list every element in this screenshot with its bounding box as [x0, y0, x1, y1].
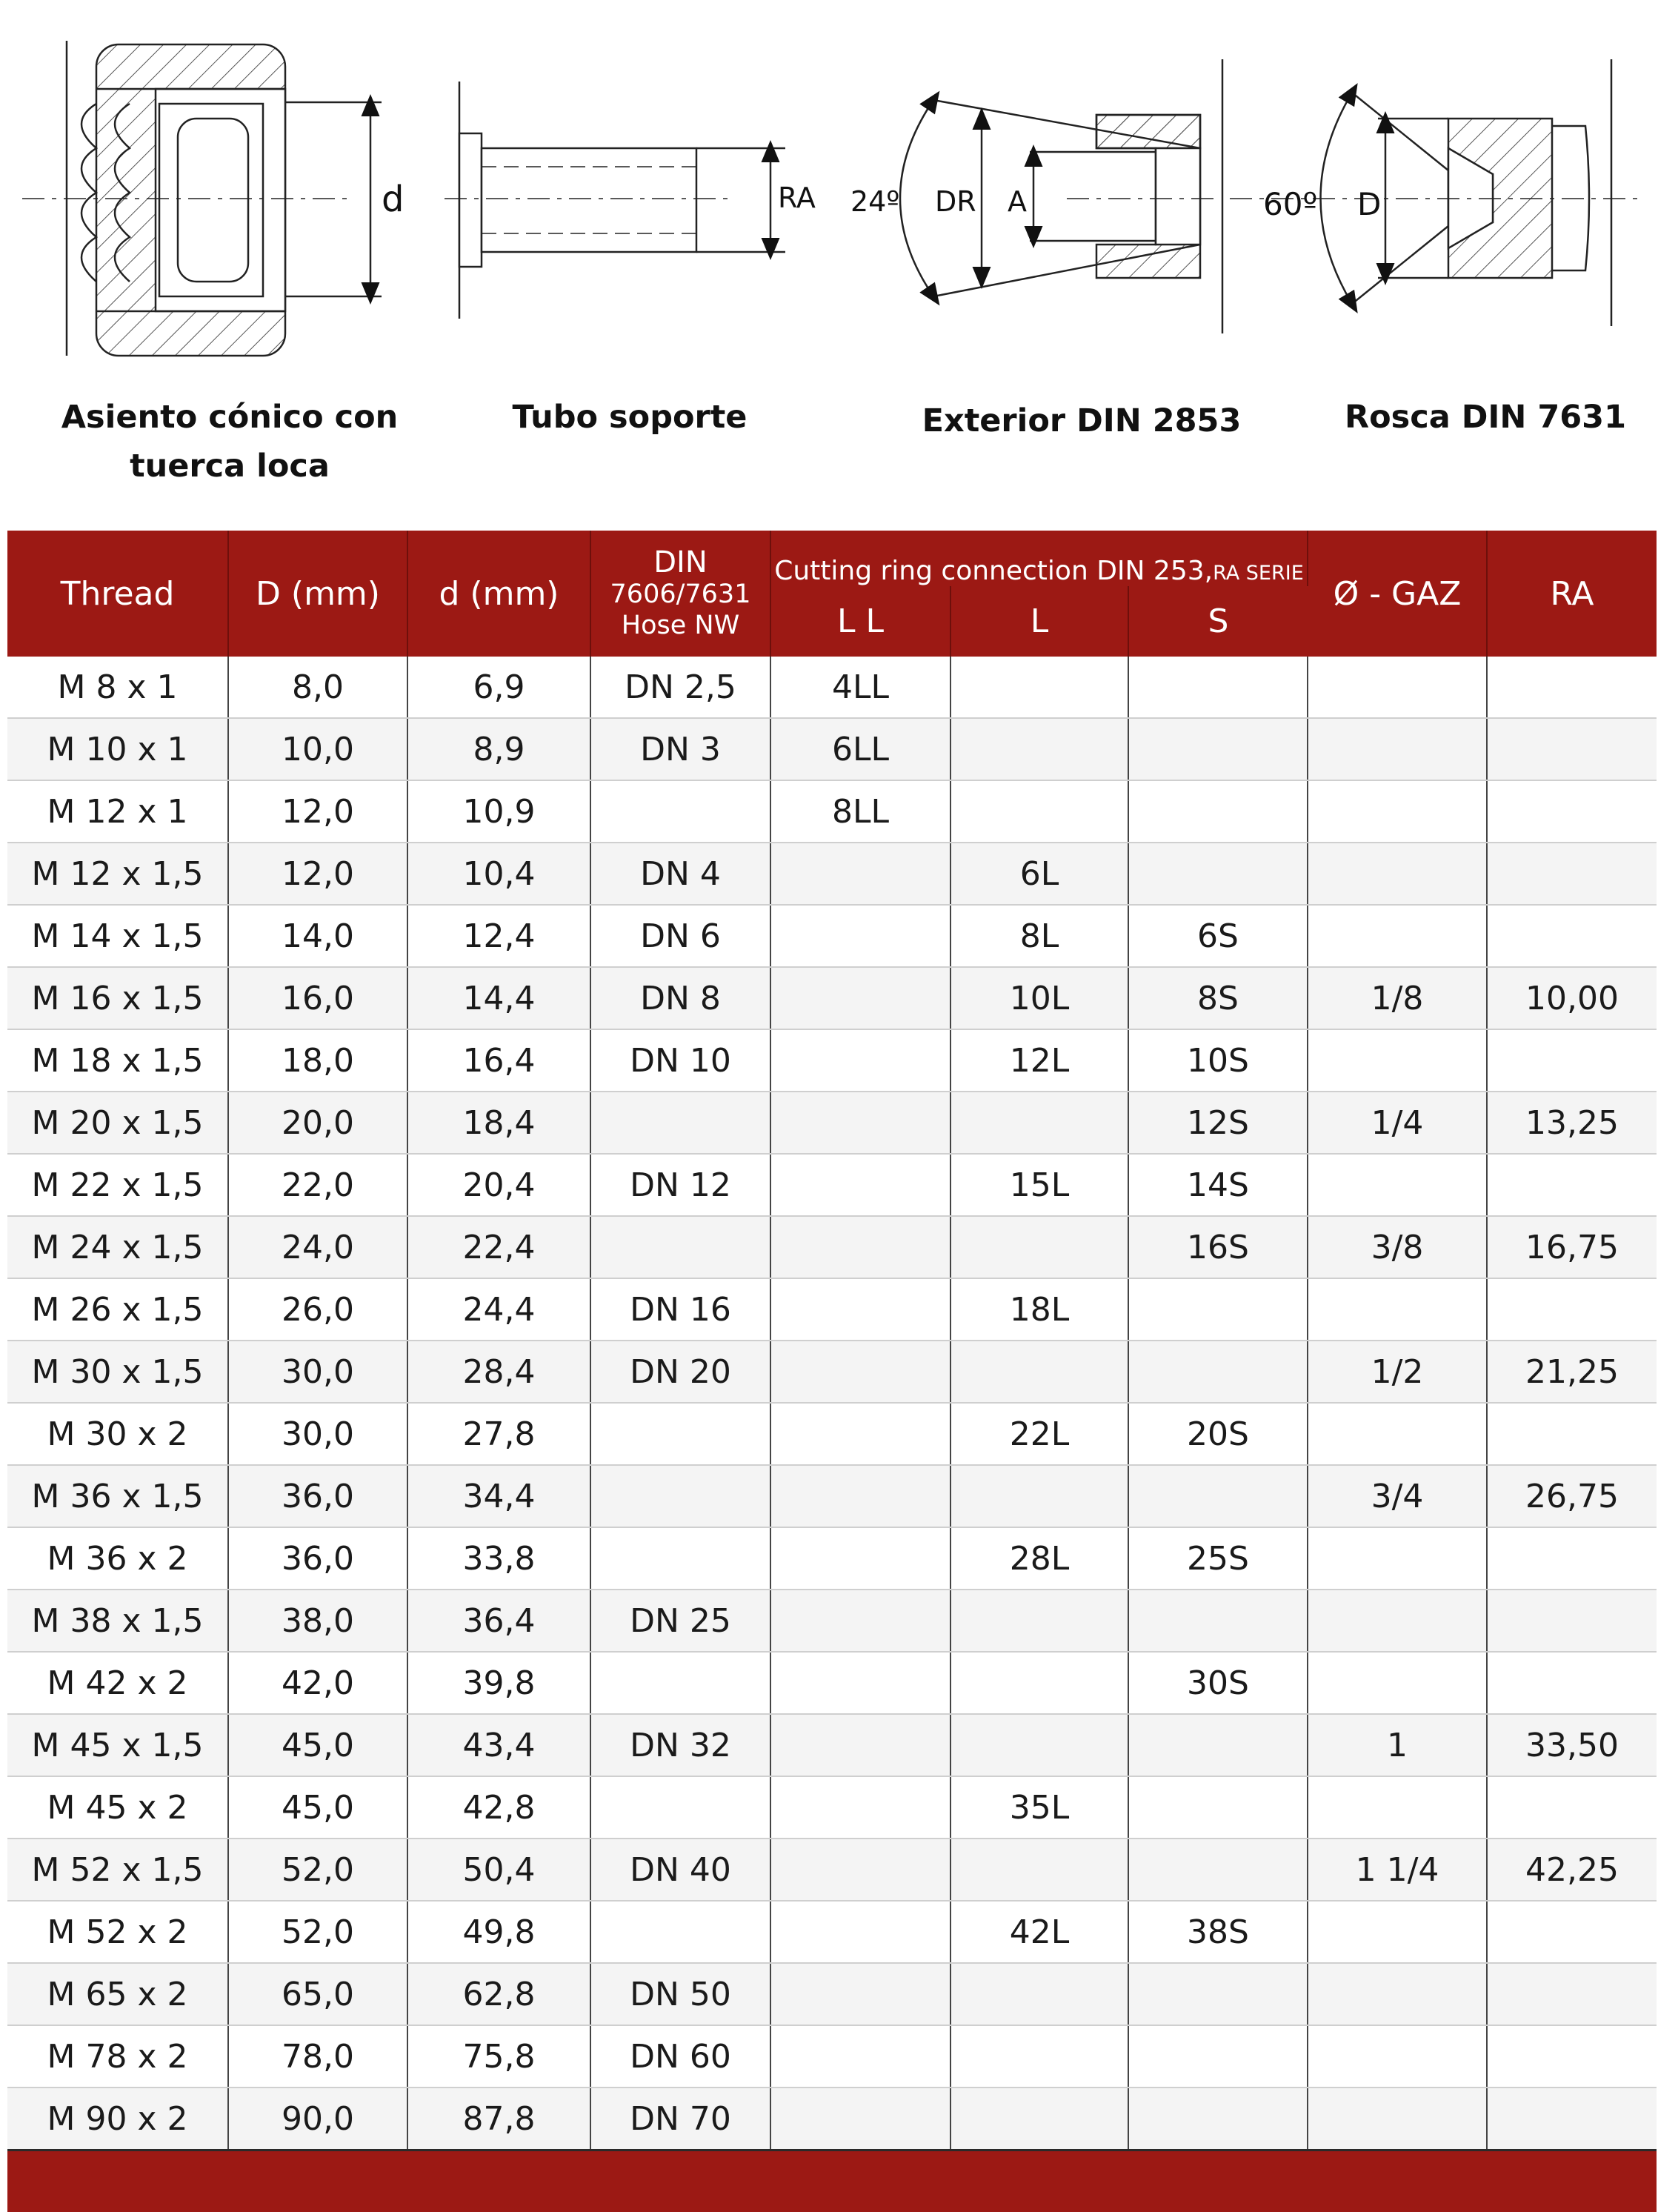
- cell-ra: [1487, 657, 1657, 718]
- diagram4-dim-label: D: [1357, 186, 1382, 222]
- cell-s: [1128, 1341, 1308, 1403]
- cell-thread: M 12 x 1,5: [7, 843, 228, 905]
- cell-gaz: 1/8: [1308, 967, 1487, 1029]
- cell-d-lower: 6,9: [407, 657, 590, 718]
- diagram2-dim-label: RA: [778, 182, 816, 214]
- cell-ll: [770, 2025, 950, 2088]
- cell-ll: 4LL: [770, 657, 950, 718]
- cell-d-lower: 10,9: [407, 780, 590, 843]
- cell-d-upper: 78,0: [228, 2025, 407, 2088]
- cell-thread: M 42 x 2: [7, 1652, 228, 1714]
- cell-s: 8S: [1128, 967, 1308, 1029]
- table-row: [7, 2025, 1657, 2088]
- diagram1-dim-label: d: [382, 179, 404, 220]
- cell-l: [950, 1092, 1128, 1154]
- cell-ll: [770, 1465, 950, 1527]
- table-row: [7, 1465, 1657, 1527]
- cell-gaz: 1/4: [1308, 1092, 1487, 1154]
- cell-l: [950, 1963, 1128, 2025]
- header-d-upper: D (mm): [228, 531, 407, 657]
- cell-din-hose: [590, 1092, 770, 1154]
- table-row: [7, 967, 1657, 1029]
- cell-l: 8L: [950, 905, 1128, 967]
- cell-d-upper: 24,0: [228, 1216, 407, 1278]
- cell-thread: M 14 x 1,5: [7, 905, 228, 967]
- cell-gaz: 1: [1308, 1714, 1487, 1776]
- cell-l: [950, 1216, 1128, 1278]
- cell-din-hose: DN 4: [590, 843, 770, 905]
- cell-l: [950, 657, 1128, 718]
- cell-gaz: 1/2: [1308, 1341, 1487, 1403]
- cell-l: [950, 1652, 1128, 1714]
- cell-gaz: [1308, 657, 1487, 718]
- header-din-hose: [590, 531, 770, 657]
- cell-d-upper: 45,0: [228, 1776, 407, 1839]
- cell-thread: M 78 x 2: [7, 2025, 228, 2088]
- header-l: L: [950, 586, 1128, 657]
- cell-s: 10S: [1128, 1029, 1308, 1092]
- cell-l: 12L: [950, 1029, 1128, 1092]
- cell-d-lower: 28,4: [407, 1341, 590, 1403]
- cell-ra: [1487, 1590, 1657, 1652]
- cell-thread: M 20 x 1,5: [7, 1092, 228, 1154]
- cell-d-upper: 26,0: [228, 1278, 407, 1341]
- header-d-lower: d (mm): [407, 531, 590, 657]
- cell-din-hose: DN 40: [590, 1839, 770, 1901]
- cell-l: 42L: [950, 1901, 1128, 1963]
- cell-d-upper: 36,0: [228, 1527, 407, 1590]
- cell-gaz: [1308, 905, 1487, 967]
- cell-thread: M 52 x 2: [7, 1901, 228, 1963]
- cell-d-lower: 16,4: [407, 1029, 590, 1092]
- cell-d-upper: 30,0: [228, 1341, 407, 1403]
- cell-d-upper: 10,0: [228, 718, 407, 780]
- cell-thread: M 45 x 2: [7, 1776, 228, 1839]
- cell-d-lower: 22,4: [407, 1216, 590, 1278]
- cell-l: 6L: [950, 843, 1128, 905]
- cell-din-hose: DN 20: [590, 1341, 770, 1403]
- cell-thread: M 12 x 1: [7, 780, 228, 843]
- header-thread: Thread: [7, 531, 228, 657]
- cell-ll: [770, 1216, 950, 1278]
- cell-s: [1128, 1278, 1308, 1341]
- cell-ra: 21,25: [1487, 1341, 1657, 1403]
- cell-gaz: [1308, 2025, 1487, 2088]
- cell-d-upper: 20,0: [228, 1092, 407, 1154]
- diagram3-dim-label-dr: DR: [935, 185, 976, 218]
- cell-s: [1128, 657, 1308, 718]
- cell-s: [1128, 1590, 1308, 1652]
- cell-ll: [770, 1341, 950, 1403]
- cell-gaz: [1308, 1029, 1487, 1092]
- cell-ll: [770, 1527, 950, 1590]
- cell-ll: [770, 1652, 950, 1714]
- cell-d-upper: 22,0: [228, 1154, 407, 1216]
- cell-din-hose: DN 8: [590, 967, 770, 1029]
- table-row: [7, 657, 1657, 718]
- cell-d-upper: 65,0: [228, 1963, 407, 2025]
- cell-ll: [770, 1154, 950, 1216]
- cell-s: [1128, 2025, 1308, 2088]
- cell-din-hose: DN 32: [590, 1714, 770, 1776]
- caption-thread-din7631: Rosca DIN 7631: [1344, 399, 1627, 436]
- cell-l: 18L: [950, 1278, 1128, 1341]
- table-row: [7, 1652, 1657, 1714]
- cell-l: 35L: [950, 1776, 1128, 1839]
- cell-d-upper: 52,0: [228, 1901, 407, 1963]
- cell-l: [950, 780, 1128, 843]
- table-row: [7, 2088, 1657, 2149]
- cell-d-upper: 90,0: [228, 2088, 407, 2149]
- table-row: [7, 780, 1657, 843]
- cell-gaz: 3/8: [1308, 1216, 1487, 1278]
- cell-ll: [770, 967, 950, 1029]
- cell-gaz: [1308, 1278, 1487, 1341]
- cell-din-hose: [590, 1527, 770, 1590]
- cell-ra: [1487, 1776, 1657, 1839]
- cell-s: [1128, 1776, 1308, 1839]
- cell-d-lower: 20,4: [407, 1154, 590, 1216]
- diagram-support-tube: [445, 82, 785, 319]
- table-row: [7, 1839, 1657, 1901]
- cell-din-hose: DN 16: [590, 1278, 770, 1341]
- cell-s: 25S: [1128, 1527, 1308, 1590]
- cell-l: [950, 1590, 1128, 1652]
- cell-din-hose: [590, 1216, 770, 1278]
- cell-l: [950, 2088, 1128, 2149]
- cell-d-upper: 45,0: [228, 1714, 407, 1776]
- cell-thread: M 22 x 1,5: [7, 1154, 228, 1216]
- cell-ll: [770, 905, 950, 967]
- cell-gaz: [1308, 718, 1487, 780]
- cell-thread: M 30 x 1,5: [7, 1341, 228, 1403]
- cell-l: 10L: [950, 967, 1128, 1029]
- cell-thread: M 30 x 2: [7, 1403, 228, 1465]
- cell-ra: 16,75: [1487, 1216, 1657, 1278]
- cell-ra: [1487, 780, 1657, 843]
- cell-thread: M 90 x 2: [7, 2088, 228, 2149]
- cell-thread: M 65 x 2: [7, 1963, 228, 2025]
- table-row: [7, 1216, 1657, 1278]
- caption-exterior-din2853: Exterior DIN 2853: [922, 402, 1242, 439]
- cell-din-hose: DN 6: [590, 905, 770, 967]
- cell-ra: 13,25: [1487, 1092, 1657, 1154]
- cell-ll: [770, 1092, 950, 1154]
- cell-gaz: [1308, 1963, 1487, 2025]
- cell-s: [1128, 1839, 1308, 1901]
- cell-s: [1128, 780, 1308, 843]
- table-row: [7, 1590, 1657, 1652]
- cell-din-hose: [590, 1465, 770, 1527]
- cell-ll: [770, 1403, 950, 1465]
- table-row: [7, 1901, 1657, 1963]
- cell-s: 20S: [1128, 1403, 1308, 1465]
- cell-ll: [770, 1029, 950, 1092]
- header-ra: RA: [1487, 531, 1657, 657]
- cell-s: [1128, 1465, 1308, 1527]
- cell-gaz: 3/4: [1308, 1465, 1487, 1527]
- caption-conical-seat-line2: tuerca loca: [130, 448, 330, 485]
- cell-s: [1128, 1963, 1308, 2025]
- cell-d-upper: 12,0: [228, 843, 407, 905]
- cell-ll: 8LL: [770, 780, 950, 843]
- cell-d-upper: 42,0: [228, 1652, 407, 1714]
- cell-d-lower: 75,8: [407, 2025, 590, 2088]
- cell-s: 16S: [1128, 1216, 1308, 1278]
- technical-drawings: [0, 0, 1658, 415]
- table-row: [7, 1278, 1657, 1341]
- cell-ra: [1487, 718, 1657, 780]
- cell-d-lower: 43,4: [407, 1714, 590, 1776]
- table-row: [7, 1776, 1657, 1839]
- header-din-line2: 7606/7631: [610, 579, 751, 609]
- cell-din-hose: [590, 1652, 770, 1714]
- cell-thread: M 38 x 1,5: [7, 1590, 228, 1652]
- cell-d-lower: 10,4: [407, 843, 590, 905]
- cell-ra: [1487, 1029, 1657, 1092]
- cell-thread: M 18 x 1,5: [7, 1029, 228, 1092]
- cell-ra: 26,75: [1487, 1465, 1657, 1527]
- header-cutting-ring-small: RA SERIE: [1213, 561, 1304, 585]
- cell-thread: M 45 x 1,5: [7, 1714, 228, 1776]
- cell-l: 22L: [950, 1403, 1128, 1465]
- cell-l: 15L: [950, 1154, 1128, 1216]
- cell-s: [1128, 1714, 1308, 1776]
- diagram3-dim-label-a: A: [1008, 185, 1027, 218]
- cell-thread: M 24 x 1,5: [7, 1216, 228, 1278]
- cell-din-hose: DN 10: [590, 1029, 770, 1092]
- table-row: [7, 1029, 1657, 1092]
- cell-thread: M 36 x 1,5: [7, 1465, 228, 1527]
- caption-conical-seat-line1: Asiento cónico con: [61, 399, 399, 436]
- header-ll: L L: [770, 586, 950, 657]
- cell-d-lower: 8,9: [407, 718, 590, 780]
- cell-ra: 33,50: [1487, 1714, 1657, 1776]
- cell-ll: [770, 1963, 950, 2025]
- cell-gaz: 1 1/4: [1308, 1839, 1487, 1901]
- cell-d-lower: 12,4: [407, 905, 590, 967]
- table-row: [7, 1403, 1657, 1465]
- cell-gaz: [1308, 1154, 1487, 1216]
- diagram-conical-seat: [22, 41, 382, 356]
- cell-ra: [1487, 843, 1657, 905]
- cell-d-lower: 24,4: [407, 1278, 590, 1341]
- table-row: [7, 1092, 1657, 1154]
- cell-gaz: [1308, 2088, 1487, 2149]
- cell-d-lower: 50,4: [407, 1839, 590, 1901]
- table-row: [7, 1154, 1657, 1216]
- cell-ll: [770, 1590, 950, 1652]
- cell-l: [950, 1341, 1128, 1403]
- cell-s: 30S: [1128, 1652, 1308, 1714]
- cell-din-hose: DN 60: [590, 2025, 770, 2088]
- cell-thread: M 26 x 1,5: [7, 1278, 228, 1341]
- cell-thread: M 16 x 1,5: [7, 967, 228, 1029]
- cell-din-hose: [590, 1776, 770, 1839]
- cell-d-upper: 36,0: [228, 1465, 407, 1527]
- cell-din-hose: [590, 1403, 770, 1465]
- cell-l: [950, 1839, 1128, 1901]
- cell-l: [950, 2025, 1128, 2088]
- cell-din-hose: DN 70: [590, 2088, 770, 2149]
- cell-d-lower: 49,8: [407, 1901, 590, 1963]
- cell-s: [1128, 843, 1308, 905]
- cell-s: 12S: [1128, 1092, 1308, 1154]
- cell-gaz: [1308, 1652, 1487, 1714]
- cell-din-hose: DN 12: [590, 1154, 770, 1216]
- table-row: [7, 718, 1657, 780]
- cell-s: 38S: [1128, 1901, 1308, 1963]
- cell-s: 6S: [1128, 905, 1308, 967]
- header-cutting-ring-group: [770, 531, 1308, 586]
- diagram4-angle-label: 60º: [1263, 186, 1318, 222]
- cell-d-upper: 14,0: [228, 905, 407, 967]
- cell-ll: [770, 1901, 950, 1963]
- cell-d-upper: 38,0: [228, 1590, 407, 1652]
- cell-ra: [1487, 905, 1657, 967]
- cell-gaz: [1308, 780, 1487, 843]
- cell-din-hose: DN 2,5: [590, 657, 770, 718]
- table-row: [7, 843, 1657, 905]
- cell-thread: M 36 x 2: [7, 1527, 228, 1590]
- cell-d-lower: 62,8: [407, 1963, 590, 2025]
- cell-l: [950, 1714, 1128, 1776]
- cell-d-lower: 18,4: [407, 1092, 590, 1154]
- caption-conical-seat: [30, 393, 430, 491]
- cell-din-hose: DN 3: [590, 718, 770, 780]
- cell-ll: [770, 1714, 950, 1776]
- cell-d-lower: 39,8: [407, 1652, 590, 1714]
- cell-d-upper: 8,0: [228, 657, 407, 718]
- cell-d-lower: 34,4: [407, 1465, 590, 1527]
- diagrams-section: [0, 0, 1658, 519]
- cell-s: 14S: [1128, 1154, 1308, 1216]
- cell-l: [950, 718, 1128, 780]
- cell-ll: [770, 1776, 950, 1839]
- cell-gaz: [1308, 1776, 1487, 1839]
- cell-ra: [1487, 1901, 1657, 1963]
- cell-din-hose: [590, 1901, 770, 1963]
- cell-d-upper: 18,0: [228, 1029, 407, 1092]
- cell-l: 28L: [950, 1527, 1128, 1590]
- cell-gaz: [1308, 1901, 1487, 1963]
- cell-s: [1128, 2088, 1308, 2149]
- cell-d-lower: 42,8: [407, 1776, 590, 1839]
- cell-gaz: [1308, 1403, 1487, 1465]
- thread-specification-table-wrapper: [7, 531, 1657, 2212]
- cell-ll: [770, 843, 950, 905]
- cell-ra: [1487, 2025, 1657, 2088]
- cell-ll: [770, 1839, 950, 1901]
- cell-thread: M 52 x 1,5: [7, 1839, 228, 1901]
- cell-ll: [770, 1278, 950, 1341]
- caption-support-tube: Tubo soporte: [512, 399, 748, 436]
- cell-ra: [1487, 1652, 1657, 1714]
- cell-ra: 42,25: [1487, 1839, 1657, 1901]
- cell-gaz: [1308, 1527, 1487, 1590]
- cell-l: [950, 1465, 1128, 1527]
- cell-d-upper: 30,0: [228, 1403, 407, 1465]
- cell-gaz: [1308, 1590, 1487, 1652]
- cell-thread: M 8 x 1: [7, 657, 228, 718]
- cell-d-lower: 33,8: [407, 1527, 590, 1590]
- cell-din-hose: DN 50: [590, 1963, 770, 2025]
- cell-ra: [1487, 1963, 1657, 2025]
- table-footer-bar: [7, 2149, 1657, 2212]
- cell-d-upper: 16,0: [228, 967, 407, 1029]
- cell-d-lower: 36,4: [407, 1590, 590, 1652]
- table-row: [7, 1527, 1657, 1590]
- cell-d-upper: 12,0: [228, 780, 407, 843]
- table-row: [7, 1714, 1657, 1776]
- cell-ra: [1487, 2088, 1657, 2149]
- table-row: [7, 1341, 1657, 1403]
- thread-specification-table: [7, 531, 1657, 2149]
- cell-d-lower: 87,8: [407, 2088, 590, 2149]
- cell-ll: 6LL: [770, 718, 950, 780]
- table-row: [7, 905, 1657, 967]
- cell-s: [1128, 718, 1308, 780]
- table-row: [7, 1963, 1657, 2025]
- cell-ra: [1487, 1154, 1657, 1216]
- cell-d-upper: 52,0: [228, 1839, 407, 1901]
- cell-d-lower: 27,8: [407, 1403, 590, 1465]
- cell-din-hose: DN 25: [590, 1590, 770, 1652]
- cell-ra: 10,00: [1487, 967, 1657, 1029]
- cell-d-lower: 14,4: [407, 967, 590, 1029]
- diagram3-angle-label: 24º: [850, 185, 900, 218]
- cell-ra: [1487, 1403, 1657, 1465]
- table-header: [7, 531, 1657, 657]
- table-body: [7, 657, 1657, 2149]
- header-din-line1: DIN: [653, 545, 708, 579]
- header-din-line3: Hose NW: [621, 611, 740, 640]
- header-gaz: Ø - GAZ: [1308, 531, 1487, 657]
- cell-thread: M 10 x 1: [7, 718, 228, 780]
- cell-din-hose: [590, 780, 770, 843]
- cell-ra: [1487, 1527, 1657, 1590]
- header-s: S: [1128, 586, 1308, 657]
- cell-ll: [770, 2088, 950, 2149]
- cell-ra: [1487, 1278, 1657, 1341]
- header-cutting-ring-main: Cutting ring connection DIN 253,: [774, 555, 1213, 586]
- cell-gaz: [1308, 843, 1487, 905]
